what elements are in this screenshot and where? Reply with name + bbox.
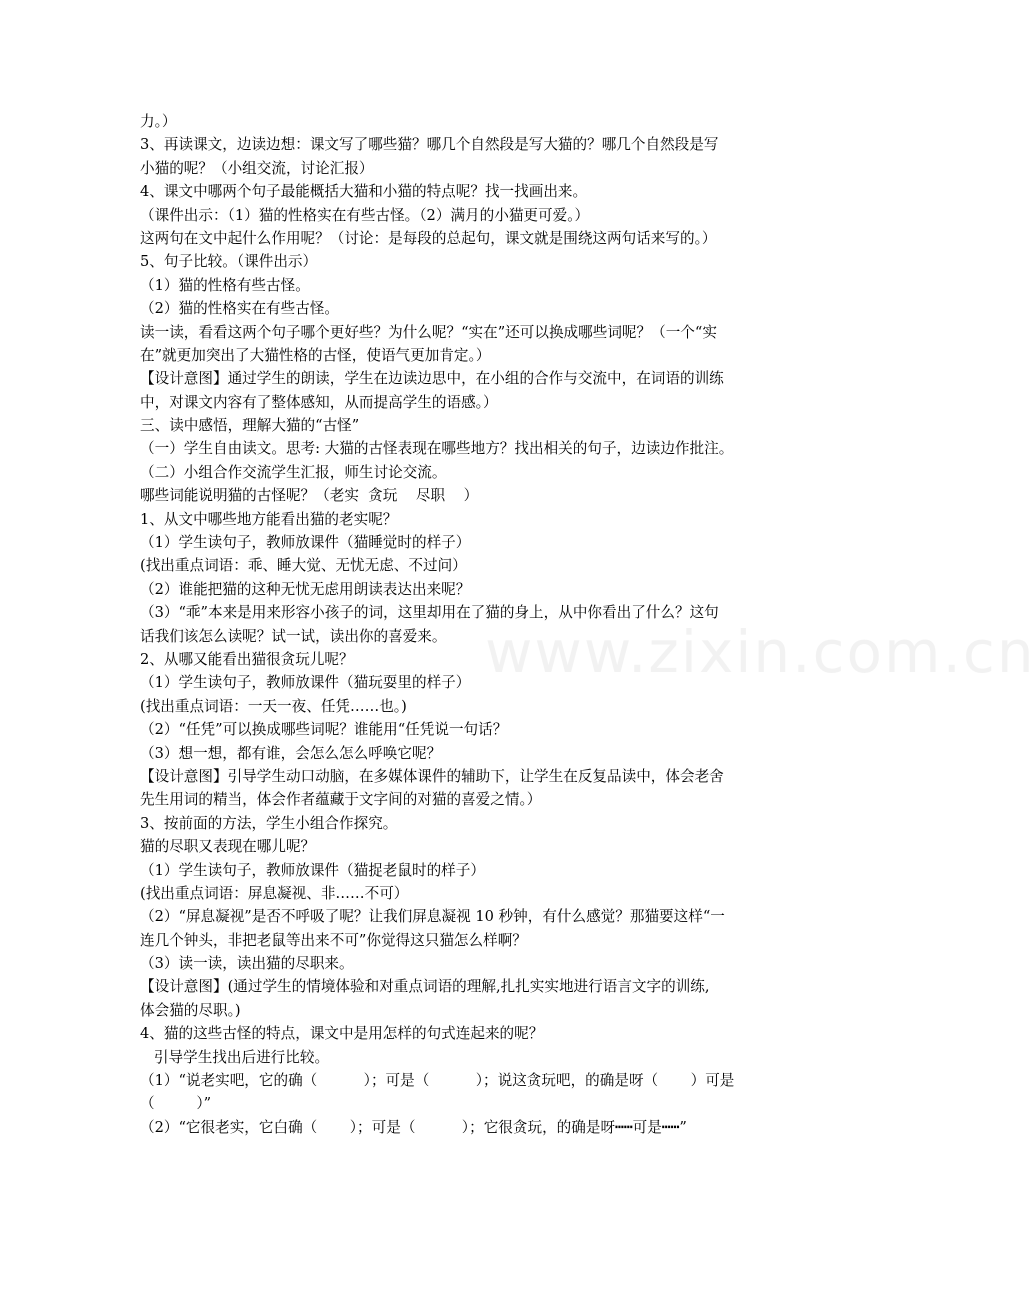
text-line: (找出重点词语：一天一夜、任凭……也。) (140, 697, 407, 715)
text-line: （1）“说老实吧，它的确（ ）；可是（ ）；说这贪玩吧，的确是呀（ ）可是 (140, 1072, 735, 1090)
text-line: （2）“屏息凝视”是否不呼吸了呢？让我们屏息凝视 10 秒钟，有什么感觉？那猫要这样“一 (140, 908, 725, 926)
text-line: 连几个钟头，非把老鼠等出来不可”你觉得这只猫怎么样啊？ (140, 931, 527, 949)
text-line: 5、句子比较。（课件出示） (140, 253, 318, 271)
text-line: (找出重点词语：乖、睡大觉、无忧无虑、不过问） (140, 557, 467, 575)
text-line: （1）学生读句子，教师放课件（猫捉老鼠时的样子） (140, 861, 485, 879)
text-line: （2）“它很老实，它白确（ ）；可是（ ）；它很贪玩，的确是呀┅┅可是┅┅” (140, 1118, 687, 1136)
text-line: （1）学生读句子，教师放课件（猫睡觉时的样子） (140, 534, 471, 552)
text-line: 读一读，看看这两个句子哪个更好些？为什么呢？“实在”还可以换成哪些词呢？（一个“实 (140, 323, 717, 341)
text-line: （ ）” (140, 1095, 212, 1113)
text-line: （一）学生自由读文。思考: 大猫的古怪表现在哪些地方？找出相关的句子，边读边作批注。 (140, 440, 734, 458)
text-line: 哪些词能说明猫的古怪呢？（老实 贪玩 尽职 ） (140, 487, 479, 505)
text-line: （课件出示：（1）猫的性格实在有些古怪。（2）满月的小猫更可爱。） (140, 206, 590, 224)
text-line: 话我们该怎么读呢？试一试，读出你的喜爱来。 (140, 627, 447, 645)
text-line: 1、从文中哪些地方能看出猫的老实呢？ (140, 510, 398, 528)
text-line: 在”就更加突出了大猫性格的古怪，使语气更加肯定。） (140, 346, 491, 364)
text-line: （2）谁能把猫的这种无忧无虑用朗读表达出来呢？ (140, 580, 471, 598)
text-line: 引导学生找出后进行比较。 (140, 1048, 330, 1066)
text-line: 力。） (140, 113, 177, 130)
text-line: 中，对课文内容有了整体感知，从而提高学生的语感。） (140, 393, 498, 411)
text-line: （3）想一想，都有谁，会怎么怎么呼唤它呢？ (140, 744, 442, 762)
text-line: 3、按前面的方法，学生小组合作探究。 (140, 814, 398, 832)
document-body (140, 110, 790, 1139)
text-line: 这两句在文中起什么作用呢？（讨论：是每段的总起句，课文就是围绕这两句话来写的。） (140, 229, 717, 247)
text-line: 4、课文中哪两个句子最能概括大猫和小猫的特点呢？找一找画出来。 (140, 183, 588, 201)
watermark: www.zixin.com.cn (485, 618, 1036, 686)
text-line: 【设计意图】通过学生的朗读，学生在边读边思中，在小组的合作与交流中，在词语的训练 (140, 370, 724, 388)
text-line: （1）猫的性格有些古怪。 (140, 276, 310, 294)
text-line: 【设计意图】引导学生动口动脑，在多媒体课件的辅助下，让学生在反复品读中，体会老舍 (140, 767, 724, 785)
text-line: 2、从哪又能看出猫很贪玩儿呢？ (140, 650, 354, 668)
text-line: 体会猫的尽职。) (140, 1001, 241, 1019)
text-line: 【设计意图】(通过学生的情境体验和对重点词语的理解,扎扎实实地进行语言文字的训练, (140, 978, 710, 996)
text-line: 4、猫的这些古怪的特点，课文中是用怎样的句式连起来的呢？ (140, 1025, 544, 1043)
text-line: 猫的尽职又表现在哪儿呢？ (140, 838, 316, 856)
text-line: （1）学生读句子，教师放课件（猫玩耍里的样子） (140, 674, 471, 692)
text-line: （3）读一读，读出猫的尽职来。 (140, 955, 354, 973)
text-line: （2）“任凭”可以换成哪些词呢？谁能用“任凭说一句话？ (140, 721, 508, 739)
text-line: 3、再读课文，边读边想：课文写了哪些猫？哪几个自然段是写大猫的？哪几个自然段是写 (140, 136, 719, 154)
text-line: （2）猫的性格实在有些古怪。 (140, 300, 340, 318)
text-line: (找出重点词语：屏息凝视、非……不可） (140, 884, 409, 902)
text-line: 小猫的呢？（小组交流，讨论汇报） (140, 159, 374, 177)
text-line: （二）小组合作交流学生汇报，师生讨论交流。 (140, 463, 447, 481)
section-heading: 三、读中感悟，理解大猫的“古怪” (140, 417, 360, 435)
text-line: （3）“乖”本来是用来形容小孩子的词，这里却用在了猫的身上，从中你看出了什么？这句 (140, 604, 719, 622)
text-line: 先生用词的精当，体会作者蕴藏于文字间的对猫的喜爱之情。） (140, 791, 542, 809)
